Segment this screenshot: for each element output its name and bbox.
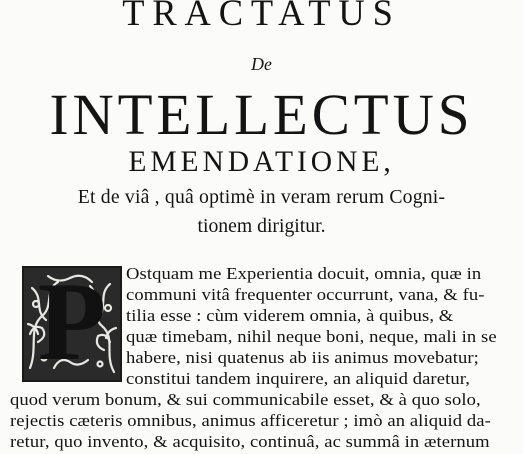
title-intellectus: INTELLECTUS xyxy=(49,82,474,147)
body-line-3: tilia esse : cùm viderem omnia, à quibus, & xyxy=(126,306,454,325)
body-line-9: retur, quo invento, & acquisito, continuâ, ac summâ in æternum xyxy=(10,432,490,451)
body-line-8: rejectis cæteris omnibus, animus afficeretur ; imò an aliquid da- xyxy=(10,411,491,430)
subtitle-line-2: tionem dirigitur. xyxy=(197,215,326,237)
body-line-7: quod verum bonum, & sui communicabile esset, & à quo solo, xyxy=(10,390,481,409)
decorated-initial xyxy=(22,260,122,384)
title-emendatione: EMENDATIONE, xyxy=(128,145,395,178)
body-line-6: constitui tandem inquirere, an aliquid daretur, xyxy=(126,369,471,388)
title-de: De xyxy=(251,54,272,74)
initial-letter: P xyxy=(37,260,107,384)
subtitle-line-1: Et de viâ , quâ optimè in veram rerum Cogni- xyxy=(77,186,446,208)
body-line-1: Ostquam me Experientia docuit, omnia, quæ in xyxy=(126,264,482,283)
body-line-2: communi vitâ frequenter occurrunt, vana, & fu- xyxy=(126,285,485,304)
body-line-4: quæ timebam, nihil neque boni, neque, mali in se xyxy=(126,327,497,346)
title-tractatus: TRACTATUS xyxy=(122,0,401,34)
body-line-5: habere, nisi quatenus ab iis animus movebatur; xyxy=(126,348,479,367)
